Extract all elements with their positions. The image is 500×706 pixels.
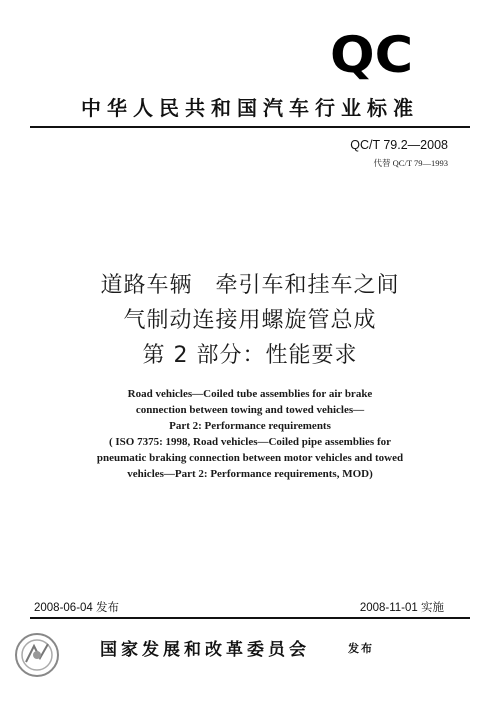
publish-date: 2008-06-04 发布	[34, 602, 120, 614]
issue-label: 发布	[348, 642, 374, 655]
replaces-note: 代替 QC/T 79—1993	[373, 158, 448, 168]
standard-code: QC/T 79.2—2008	[350, 138, 448, 152]
title-cn-line-3: 第 2 部分：性能要求	[142, 343, 358, 368]
organization-title: 中华人民共和国汽车行业标准	[81, 96, 419, 120]
title-en-line-4: ( ISO 7375: 1998, Road vehicles—Coiled pipe assemblies for	[108, 436, 392, 448]
footer-divider	[30, 617, 470, 619]
issuing-authority: 国家发展和改革委员会	[100, 640, 310, 660]
title-en-line-1: Road vehicles—Coiled tube assemblies for air brake	[127, 388, 373, 400]
title-en-line-5: pneumatic braking connection between motor vehicles and towed	[96, 452, 404, 464]
title-cn-line-1: 道路车辆 牵引车和挂车之间	[100, 273, 400, 298]
header-divider	[30, 126, 470, 128]
qc-logo: QC	[330, 26, 414, 84]
title-en-line-6: vehicles—Part 2: Performance requirements, MOD)	[127, 468, 373, 480]
title-cn-line-2: 气制动连接用螺旋管总成	[123, 308, 377, 333]
title-en-line-3: Part 2: Performance requirements	[169, 420, 331, 432]
emblem-icon	[14, 632, 60, 678]
implement-date: 2008-11-01 实施	[359, 602, 444, 614]
title-en-line-2: connection between towing and towed vehicles—	[135, 404, 365, 416]
